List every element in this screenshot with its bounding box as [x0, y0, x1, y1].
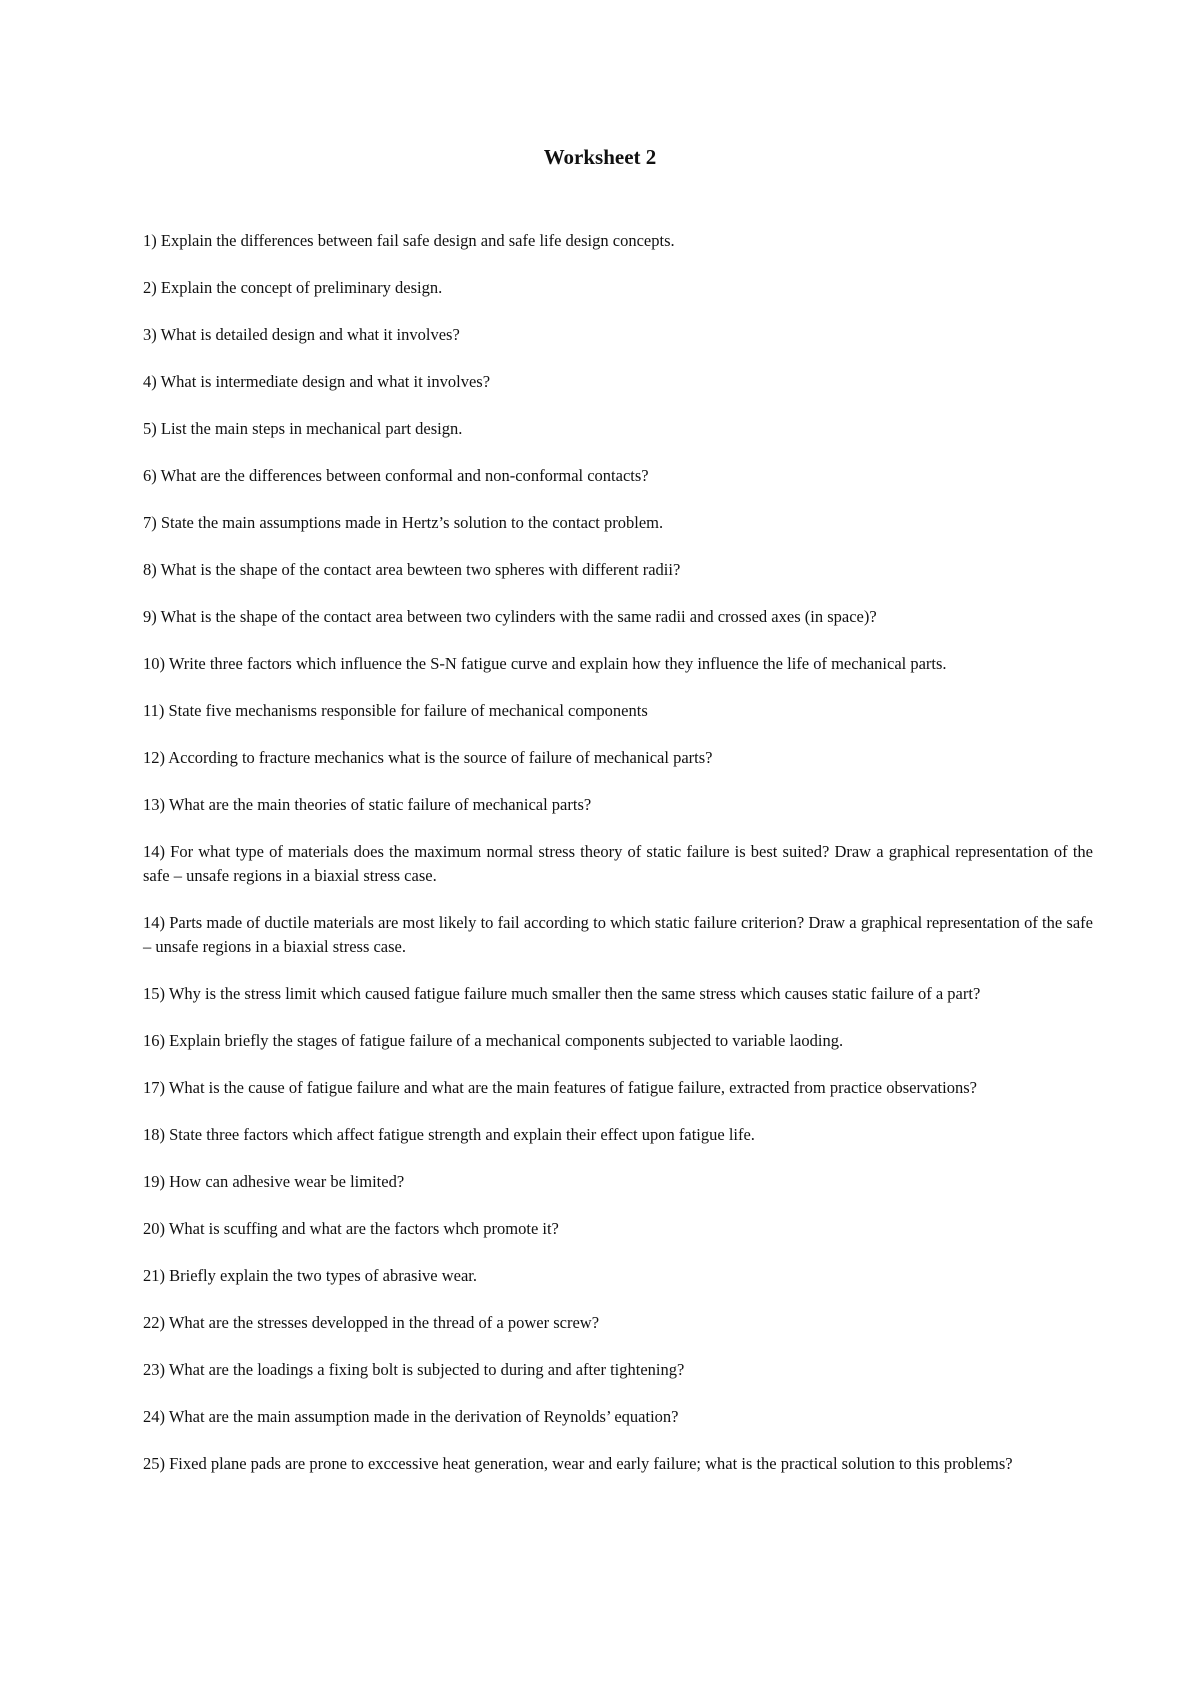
question-item: 4) What is intermediate design and what it involves? — [143, 372, 491, 391]
question-item: 25) Fixed plane pads are prone to exccessive heat generation, wear and early failure; what is the practical solution to this problems? — [143, 1454, 1013, 1473]
question-item: 7) State the main assumptions made in Hertz’s solution to the contact problem. — [143, 513, 664, 532]
question-item: 1) Explain the differences between fail safe design and safe life design concepts. — [143, 231, 675, 250]
question-item: 21) Briefly explain the two types of abrasive wear. — [143, 1266, 478, 1285]
question-item: 10) Write three factors which influence the S-N fatigue curve and explain how they influence the life of mechanical parts. — [143, 654, 947, 673]
question-item: 24) What are the main assumption made in the derivation of Reynolds’ equation? — [143, 1407, 679, 1426]
question-item: 19) How can adhesive wear be limited? — [143, 1172, 405, 1191]
question-item: 5) List the main steps in mechanical part design. — [143, 419, 463, 438]
question-item: 20) What is scuffing and what are the factors whch promote it? — [143, 1219, 559, 1238]
question-item: 3) What is detailed design and what it involves? — [143, 325, 460, 344]
question-item: 11) State five mechanisms responsible for failure of mechanical components — [143, 701, 648, 720]
question-item: 9) What is the shape of the contact area between two cylinders with the same radii and crossed axes (in space)? — [143, 607, 877, 626]
question-item: 17) What is the cause of fatigue failure and what are the main features of fatigue failure, extracted from practice observations? — [143, 1078, 977, 1097]
question-item: 2) Explain the concept of preliminary design. — [143, 278, 443, 297]
question-list — [143, 229, 1093, 1499]
question-item: 8) What is the shape of the contact area bewteen two spheres with different radii? — [143, 560, 681, 579]
question-item: 22) What are the stresses developped in the thread of a power screw? — [143, 1313, 600, 1332]
question-item: 12) According to fracture mechanics what is the source of failure of mechanical parts? — [143, 748, 713, 767]
question-item: 14) Parts made of ductile materials are most likely to fail according to which static failure criterion? Draw a graphical representation of the safe – unsafe regions in a biaxial stress case. — [143, 913, 1093, 956]
question-item: 6) What are the differences between conformal and non-conformal contacts? — [143, 466, 649, 485]
question-item: 18) State three factors which affect fatigue strength and explain their effect upon fatigue life. — [143, 1125, 755, 1144]
question-item: 15) Why is the stress limit which caused fatigue failure much smaller then the same stress which causes static failure of a part? — [143, 984, 981, 1003]
question-item: 14) For what type of materials does the maximum normal stress theory of static failure is best suited? Draw a graphical representation of the safe – unsafe regions in a biaxial stress case. — [143, 842, 1093, 885]
page-title: Worksheet 2 — [543, 145, 657, 169]
question-item: 13) What are the main theories of static failure of mechanical parts? — [143, 795, 592, 814]
question-item: 16) Explain briefly the stages of fatigue failure of a mechanical components subjected to variable laoding. — [143, 1031, 844, 1050]
question-item: 23) What are the loadings a fixing bolt is subjected to during and after tightening? — [143, 1360, 685, 1379]
